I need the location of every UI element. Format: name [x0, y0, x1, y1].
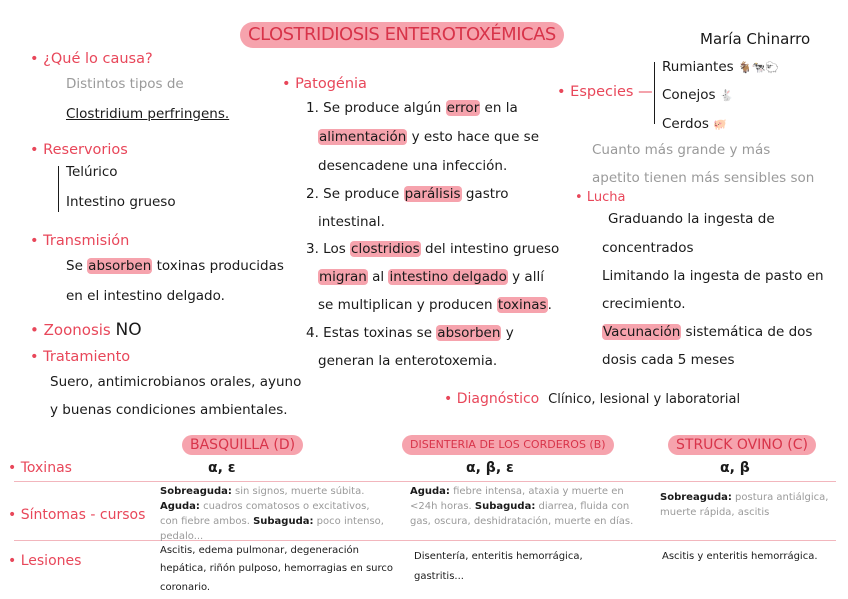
patogenia-step4-line2: generan la enterotoxemia. — [318, 353, 498, 369]
lucha-line5: Vacunación sistemática de dos — [603, 324, 813, 340]
lucha-line6: dosis cada 5 meses — [602, 352, 735, 368]
patogenia-step1-line1: 1. Se produce algún error en la — [306, 100, 518, 116]
tratamiento-line2: y buenas condiciones ambientales. — [50, 402, 288, 418]
patogenia-step3-line1: 3. Los clostridios del intestino grueso — [306, 241, 560, 257]
causa-line1: Distintos tipos de — [66, 76, 184, 92]
reservorios-heading: • Reservorios — [30, 142, 128, 158]
sintomas-struck: Sobreaguda: postura antiálgica, muerte rápida, ascitis — [660, 492, 829, 518]
toxinas-basquilla: α, ε — [208, 460, 236, 476]
patogenia-step2-line1: 2. Se produce parálisis gastro — [306, 186, 509, 202]
transmision-heading: • Transmisión — [30, 233, 130, 249]
patogenia-step1-line3: desencadene una infección. — [318, 158, 508, 174]
patogenia-step1-line2: alimentación y esto hace que se — [319, 129, 540, 145]
tratamiento-heading: • Tratamiento — [30, 349, 131, 365]
patogenia-step3-line2: migran al intestino delgado y allí — [319, 269, 544, 285]
patogenia-heading: • Patogénia — [282, 76, 367, 92]
reservorio-item-intestino: Intestino grueso — [66, 194, 176, 210]
transmision-line1: Se absorben toxinas producidas — [66, 258, 284, 274]
patogenia-step2-line2: intestinal. — [318, 214, 385, 230]
toxinas-struck: α, β — [720, 460, 750, 476]
transmision-line2: en el intestino delgado. — [66, 288, 225, 304]
causa-line2: Clostridium perfringens. — [66, 106, 230, 122]
tratamiento-line1: Suero, antimicrobianos orales, ayuno — [50, 374, 302, 390]
row-label-lesiones: • Lesiones — [8, 553, 82, 569]
especies-note-line2: apetito tienen más sensibles son — [592, 170, 815, 186]
page-title: CLOSTRIDIOSIS ENTEROTOXÉMICAS — [240, 22, 564, 48]
sheep-icon: 🐐🐄🐑 — [738, 61, 780, 74]
sintomas-disenteria: Aguda: fiebre intensa, ataxia y muerte en <24h horas. Subaguda: diarrea, fluida con gas, oscura, deshidratación, muerte en días. — [410, 486, 634, 527]
lucha-line2: concentrados — [602, 240, 694, 256]
lucha-line1: Graduando la ingesta de — [608, 211, 775, 227]
lucha-heading: • Lucha — [575, 190, 626, 205]
column-header-disenteria: DISENTERIA DE LOS CORDEROS (B) — [402, 435, 614, 455]
especies-brace — [654, 62, 655, 124]
rabbit-icon: 🐇 — [719, 89, 734, 102]
diagnostico: • Diagnóstico Clínico, lesional y laboratorial — [444, 391, 741, 407]
patogenia-step3-line3: se multiplican y producen toxinas. — [318, 297, 552, 313]
row-divider-2 — [14, 540, 836, 541]
reservorios-brace — [58, 166, 59, 212]
row-label-toxinas: • Toxinas — [8, 460, 72, 476]
author-name: María Chinarro — [700, 30, 811, 48]
lesiones-disenteria-line1: Disentería, enteritis hemorrágica, — [414, 551, 583, 562]
column-header-struck: STRUCK OVINO (C) — [668, 435, 816, 455]
lesiones-basquilla-line3: coronario. — [160, 582, 211, 593]
reservorio-item-telurico: Telúrico — [66, 164, 118, 180]
lesiones-struck: Ascitis y enteritis hemorrágica. — [662, 551, 818, 562]
lesiones-basquilla-line1: Ascitis, edema pulmonar, degeneración — [160, 545, 360, 556]
pig-icon: 🐖 — [713, 118, 727, 131]
especies-item-conejos: Conejos 🐇 — [662, 87, 734, 103]
row-divider-1 — [14, 481, 836, 482]
especies-item-rumiantes: Rumiantes 🐐🐄🐑 — [662, 59, 780, 75]
especies-item-cerdos: Cerdos 🐖 — [662, 116, 727, 132]
sintomas-basquilla: Sobreaguda: sin signos, muerte súbita. Aguda: cuadros comatosos o excitativos, con fiebre ambos. Subaguda: poco intenso, pedalo... — [160, 486, 384, 542]
lesiones-disenteria-line2: gastritis... — [414, 571, 464, 582]
patogenia-step4-line1: 4. Estas toxinas se absorben y — [306, 325, 514, 341]
toxinas-disenteria: α, β, ε — [466, 460, 514, 476]
especies-heading: • Especies — — [557, 84, 653, 100]
lucha-line3: Limitando la ingesta de pasto en — [602, 268, 824, 284]
row-label-sintomas: • Síntomas - cursos — [8, 507, 146, 523]
causa-heading: • ¿Qué lo causa? — [30, 51, 153, 67]
lucha-line4: crecimiento. — [602, 296, 686, 312]
especies-note-line1: Cuanto más grande y más — [592, 142, 771, 158]
zoonosis: • Zoonosis NO — [30, 320, 142, 340]
lesiones-basquilla-line2: hepática, riñón pulposo, hemorragias en surco — [160, 563, 394, 574]
column-header-basquilla: BASQUILLA (D) — [182, 435, 303, 455]
